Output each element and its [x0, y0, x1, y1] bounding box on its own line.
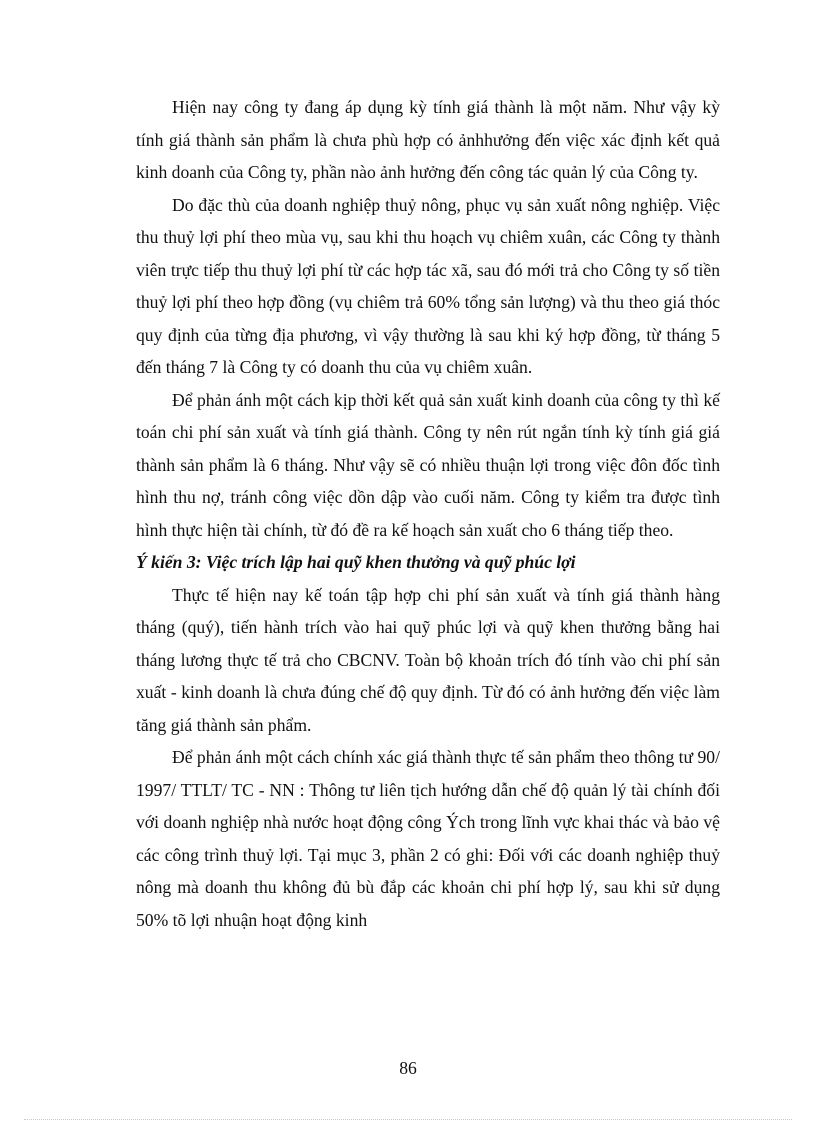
paragraph-irrigation-fee: Do đặc thù của doanh nghiệp thuỷ nông, phục vụ sản xuất nông nghiệp. Việc thu thuỷ lợi phí theo mùa vụ, sau khi thu hoạch vụ chiêm xuân, các Công ty thành viên trực tiếp thu thuỷ lợi phí từ các hợp tác xã, sau đó mới trả cho Công ty số tiền thuỷ lợi phí theo hợp đồng (vụ chiêm trả 60% tổng sản lượng) và thu theo giá thóc quy định của từng địa phương, vì vậy thường là sau khi ký hợp đồng, từ tháng 5 đến tháng 7 là Công ty có doanh thu của vụ chiêm xuân. [136, 194, 720, 377]
paragraph-shorten-period: Để phản ánh một cách kịp thời kết quả sản xuất kinh doanh của công ty thì kế toán chi phí sản xuất và tính giá thành. Công ty nên rút ngắn tính kỳ tính giá giá thành sản phẩm là 6 tháng. Như vậy sẽ có nhiều thuận lợi trong việc đôn đốc tình hình thu nợ, tránh công việc dồn dập vào cuối năm. Công ty kiểm tra được tình hình thực hiện tài chính, từ đó đề ra kế hoạch sản xuất cho 6 tháng tiếp theo. [136, 389, 720, 540]
paragraph-circular-90: Để phản ánh một cách chính xác giá thành thực tế sản phẩm theo thông tư 90/ 1997/ TTLT/ TC - NN : Thông tư liên tịch hướng dẫn chế độ quản lý tài chính đối với doanh nghiệp nhà nước hoạt động công Ých trong lĩnh vực khai thác và bảo vệ các công trình thuỷ lợi. Tại mục 3, phần 2 có ghi: Đối với các doanh nghiệp thuỷ nông mà doanh thu không đủ bù đắp các khoản chi phí hợp lý, sau khi sử dụng 50% tõ lợi nhuận hoạt động kinh [136, 747, 720, 930]
section-heading-opinion-3: Ý kiến 3: Việc trích lập hai quỹ khen thưởng và quỹ phúc lợi [136, 552, 576, 572]
page-bottom-divider [24, 1119, 792, 1120]
paragraph-fund-allocation: Thực tế hiện nay kế toán tập hợp chi phí sản xuất và tính giá thành hàng tháng (quý), tiến hành trích vào hai quỹ phúc lợi và quỹ khen thưởng bằng hai tháng lương thực tế trả cho CBCNV. Toàn bộ khoản trích đó tính vào chi phí sản xuất - kinh doanh là chưa đúng chế độ quy định. Từ đó có ảnh hưởng đến việc làm tăng giá thành sản phẩm. [136, 584, 720, 735]
page-number: 86 [399, 1058, 417, 1078]
paragraph-accounting-period: Hiện nay công ty đang áp dụng kỳ tính giá thành là một năm. Như vậy kỳ tính giá thành sản phẩm là chưa phù hợp có ảnhhưởng đến việc xác định kết quả kinh doanh của Công ty, phần nào ảnh hưởng đến công tác quản lý của Công ty. [136, 97, 720, 182]
page-body [136, 91, 720, 936]
